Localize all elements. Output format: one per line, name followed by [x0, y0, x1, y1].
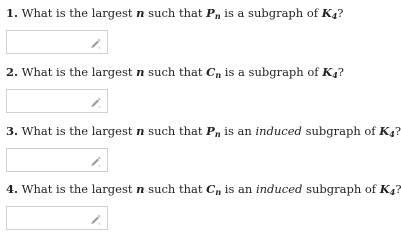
question-2-text: 2. What is the largest n such that Cn is a subgraph of K4?: [6, 65, 344, 80]
pencil-icon: [89, 155, 101, 167]
question-number: 1.: [6, 6, 19, 20]
question-number: 2.: [6, 65, 19, 79]
question-4-text: 4. What is the largest n such that Cn is an induced subgraph of K4?: [6, 182, 401, 197]
question-number: 4.: [6, 182, 19, 196]
answer-input-1[interactable]: [6, 30, 108, 54]
question-2: [6, 65, 346, 82]
induced-emphasis: induced: [255, 182, 303, 196]
answer-input-3[interactable]: [6, 148, 108, 172]
question-1-text: 1. What is the largest n such that Pn is a subgraph of K4?: [6, 6, 344, 21]
question-number: 3.: [6, 124, 19, 138]
answer-input-4[interactable]: [6, 206, 108, 230]
pencil-icon: [89, 213, 101, 225]
question-1: [6, 6, 346, 23]
question-4: [6, 182, 401, 199]
pencil-icon: [89, 37, 101, 49]
question-3-text: 3. What is the largest n such that Pn is an induced subgraph of K4?: [6, 124, 401, 139]
question-3: [6, 124, 401, 141]
induced-emphasis: induced: [255, 124, 302, 138]
answer-input-2[interactable]: [6, 89, 108, 113]
pencil-icon: [89, 96, 101, 108]
